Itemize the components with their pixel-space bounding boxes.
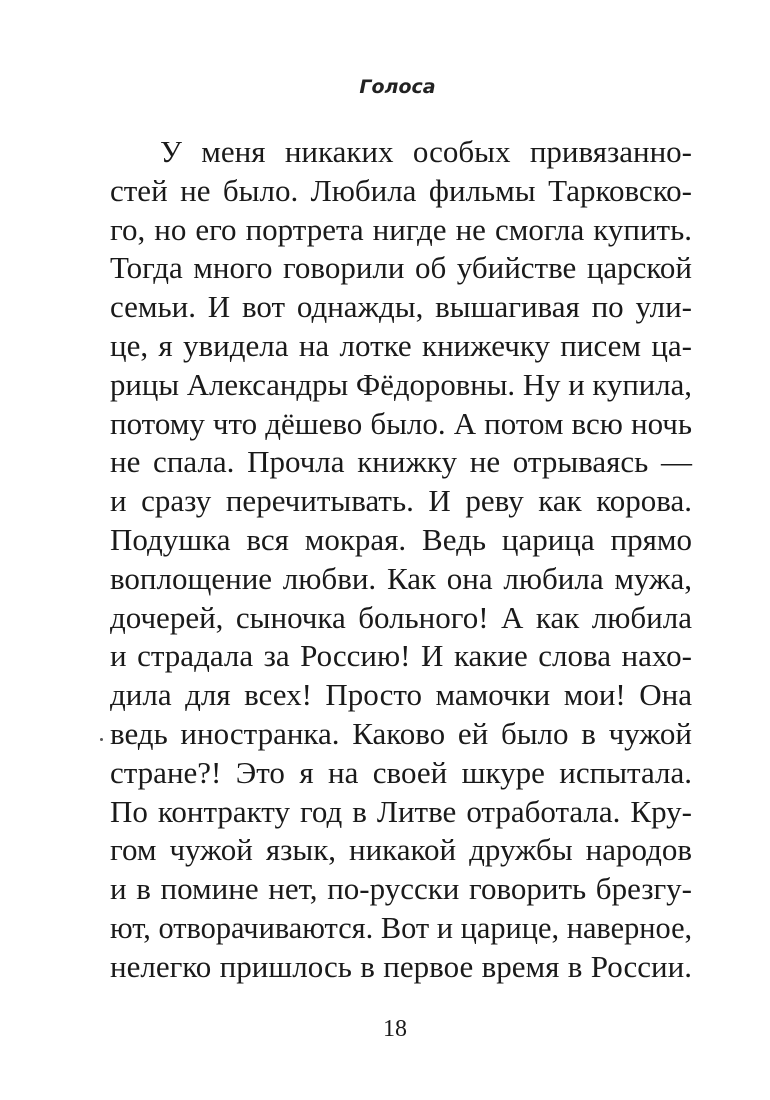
text-line: нелегко пришлось в первое время в России. [110, 948, 692, 984]
text-line: го, но его портрета нигде не смогла купить. [110, 211, 692, 247]
text-line: воплощение любви. Как она любила мужа, [110, 560, 692, 596]
text-line: рицы Александры Фёдоровны. Ну и купила, [110, 366, 692, 402]
text-line: дочерей, сыночка больного! А как любила [110, 599, 692, 635]
text-line: стей не было. Любила фильмы Тарковско- [110, 172, 692, 208]
text-line: семьи. И вот однажды, вышагивая по ули- [110, 289, 692, 325]
scan-speck [100, 738, 103, 741]
text-line: У меня никаких особых привязанно- [160, 134, 692, 169]
text-line: гом чужой язык, никакой дружбы народов [110, 832, 692, 868]
text-line: Тогда много говорили об убийстве царской [110, 250, 692, 286]
text-line: стране?! Это я на своей шкуре испытала. [110, 754, 692, 790]
text-line: не спала. Прочла книжку не отрываясь — [110, 444, 692, 480]
text-line: и в помине нет, по-русски говорить брезгу- [110, 871, 692, 907]
text-line: це, я увидела на лотке книжечку писем ца- [110, 327, 692, 363]
text-line: По контракту год в Литве отработала. Кру- [110, 793, 692, 829]
text-line: и страдала за Россию! И какие слова нахо- [110, 638, 692, 674]
text-line: Подушка вся мокрая. Ведь царица прямо [110, 521, 692, 557]
text-line: ведь иностранка. Каково ей было в чужой [110, 715, 692, 751]
text-line: и сразу перечитывать. И реву как корова. [110, 483, 692, 519]
body-text [110, 133, 692, 987]
text-line: дила для всех! Просто мамочки мои! Она [110, 677, 692, 713]
text-line: потому что дёшево было. А потом всю ночь [110, 405, 692, 441]
running-header: Голоса [359, 76, 436, 98]
page-number: 18 [383, 1016, 407, 1042]
text-line: ют, отворачиваются. Вот и царице, наверное, [110, 909, 693, 945]
